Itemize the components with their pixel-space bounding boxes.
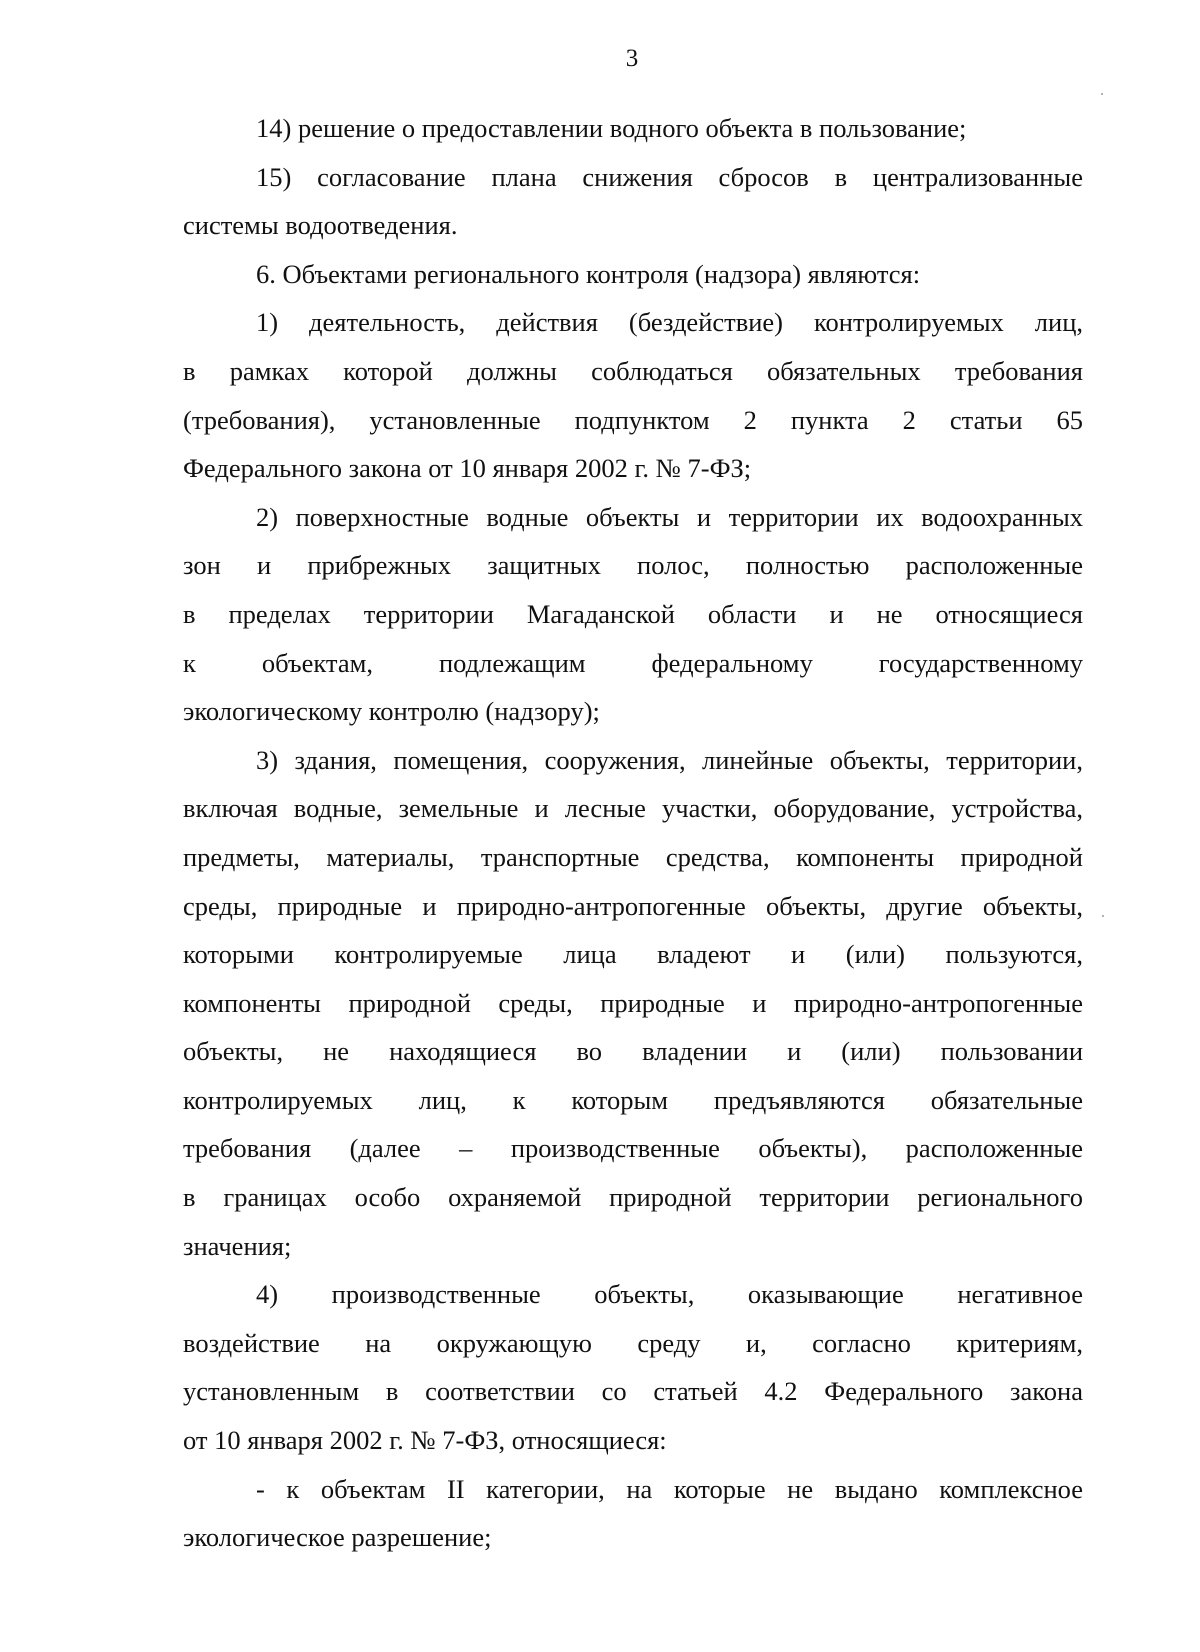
text-line: установленным в соответствии со статьей 4.2 Федерального закона [183, 1376, 1083, 1407]
text-line: включая водные, земельные и лесные участки, оборудование, устройства, [183, 793, 1083, 824]
text-line: объекты, не находящиеся во владении и (или) пользовании [183, 1036, 1083, 1067]
text-line: экологическому контролю (надзору); [183, 696, 600, 727]
text-line: зон и прибрежных защитных полос, полностью расположенные [183, 550, 1083, 581]
text-line: 3) здания, помещения, сооружения, линейные объекты, территории, [256, 744, 1083, 775]
text-line: в границах особо охраняемой природной территории регионального [183, 1182, 1083, 1213]
category-ii-item [183, 1465, 1083, 1562]
text-line: воздействие на окружающую среду и, согласно критериям, [183, 1327, 1083, 1358]
text-line: в пределах территории Магаданской области и не относящиеся [183, 598, 1083, 629]
text-line: к объектам, подлежащим федеральному государственному [183, 647, 1083, 678]
text-line: от 10 января 2002 г. № 7-ФЗ, относящиеся: [183, 1425, 667, 1456]
text-line: 4) производственные объекты, оказывающие негативное [256, 1279, 1083, 1310]
text-line: экологическое разрешение; [183, 1522, 492, 1553]
text-line: 2) поверхностные водные объекты и территории их водоохранных [256, 501, 1083, 532]
text-line: в рамках которой должны соблюдаться обязательных требования [183, 355, 1083, 386]
text-line: 15) согласование плана снижения сбросов в централизованные [256, 161, 1083, 192]
text-line: 1) деятельность, действия (бездействие) контролируемых лиц, [256, 307, 1083, 338]
list-item-14 [183, 104, 1083, 153]
scan-speck [1101, 93, 1103, 95]
text-line: среды, природные и природно-антропогенные объекты, другие объекты, [183, 890, 1083, 921]
text-line: 6. Объектами регионального контроля (надзора) являются: [256, 258, 921, 289]
text-line: требования (далее – производственные объекты), расположенные [183, 1133, 1083, 1164]
object-item-4 [183, 1270, 1083, 1464]
text-line: (требования), установленные подпунктом 2 пункта 2 статьи 65 [183, 404, 1083, 435]
scan-speck [1102, 915, 1104, 917]
text-line: - к объектам II категории, на которые не выдано комплексное [256, 1473, 1083, 1504]
page-number: 3 [625, 45, 639, 72]
object-item-1 [183, 298, 1083, 492]
document-body [183, 104, 1083, 1562]
text-line: значения; [183, 1230, 292, 1261]
text-line: которыми контролируемые лица владеют и (или) пользуются, [183, 939, 1083, 970]
object-item-3 [183, 736, 1083, 1271]
text-line: контролируемых лиц, к которым предъявляются обязательные [183, 1084, 1083, 1115]
object-item-2 [183, 493, 1083, 736]
list-item-15 [183, 153, 1083, 250]
text-line: компоненты природной среды, природные и природно-антропогенные [183, 987, 1083, 1018]
text-line: предметы, материалы, транспортные средства, компоненты природной [183, 841, 1083, 872]
section-6-heading [183, 250, 1083, 299]
text-line: системы водоотведения. [183, 210, 458, 241]
text-line: Федерального закона от 10 января 2002 г. № 7-ФЗ; [183, 453, 752, 484]
text-line: 14) решение о предоставлении водного объекта в пользование; [256, 113, 967, 143]
